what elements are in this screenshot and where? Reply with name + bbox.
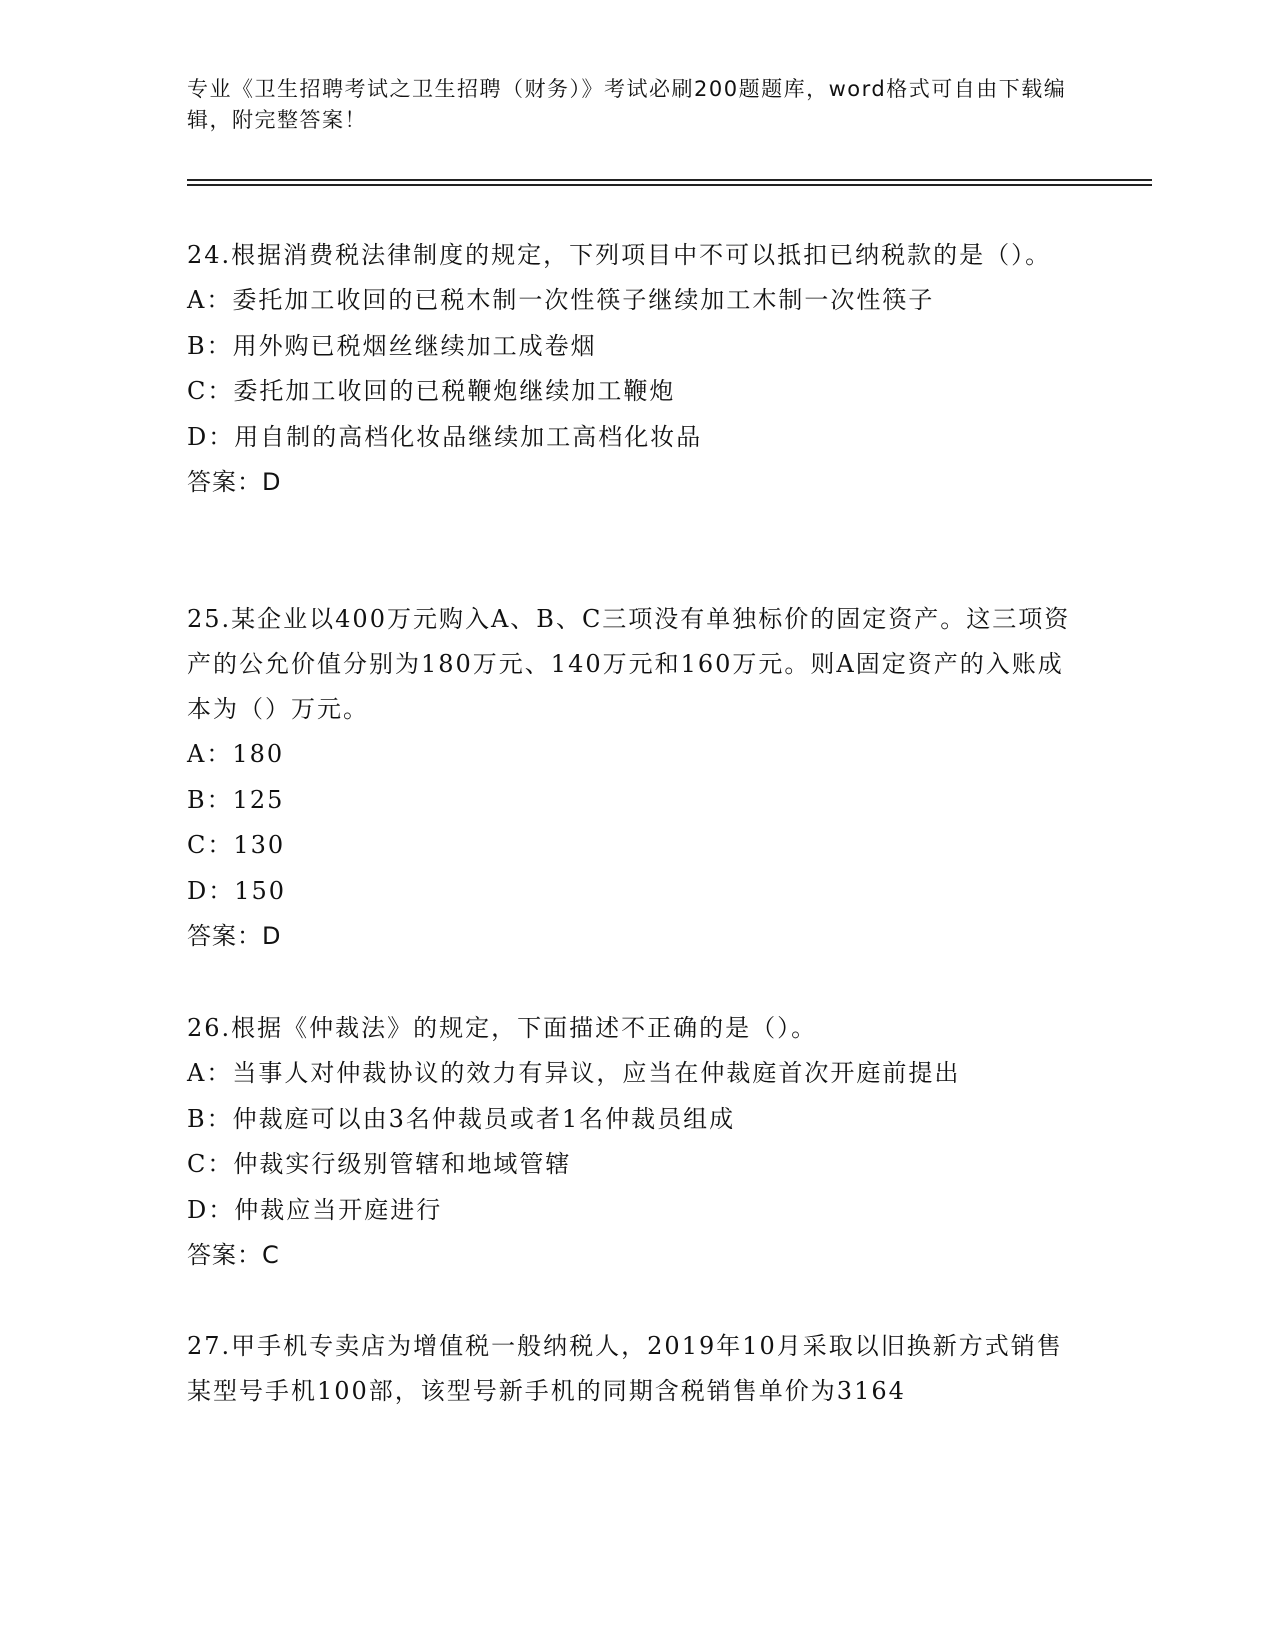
option-b: B：用外购已税烟丝继续加工成卷烟 [187, 331, 597, 360]
answer: 答案：D [187, 468, 282, 496]
option-b: B：125 [187, 785, 285, 814]
question-stem: 26.根据《仲裁法》的规定，下面描述不正确的是（）。 [187, 1014, 818, 1042]
header-divider [187, 179, 1152, 181]
question-stem: 24.根据消费税法律制度的规定，下列项目中不可以抵扣已纳税款的是（）。 [187, 241, 1052, 269]
answer: 答案：D [187, 922, 282, 950]
option-a: A：委托加工收回的已税木制一次性筷子继续加工木制一次性筷子 [187, 286, 935, 314]
question-stem: 25.某企业以400万元购入A、B、C三项没有单独标价的固定资产。这三项资产的公允价值分别为180万元、140万元和160万元。则A固定资产的入账成本为（）万元。 [187, 605, 1071, 723]
option-c: C：仲裁实行级别管辖和地域管辖 [187, 1150, 572, 1178]
header-divider-secondary [187, 184, 1152, 186]
question-27 [187, 1324, 1087, 1414]
option-d: D：用自制的高档化妆品继续加工高档化妆品 [187, 422, 703, 451]
option-d: D：150 [187, 876, 287, 905]
option-a: A：当事人对仲裁协议的效力有异议，应当在仲裁庭首次开庭前提出 [187, 1059, 961, 1087]
document-header: 专业《卫生招聘考试之卫生招聘（财务）》考试必刷200题题库，word格式可自由下载编辑，附完整答案！ [187, 77, 1067, 132]
question-26 [187, 1006, 1087, 1279]
question-25 [187, 597, 1087, 960]
option-b: B：仲裁庭可以由3名仲裁员或者1名仲裁员组成 [187, 1104, 736, 1133]
option-a: A：180 [187, 740, 285, 768]
option-c: C：130 [187, 831, 286, 859]
answer: 答案：C [187, 1241, 280, 1269]
question-stem: 27.甲手机专卖店为增值税一般纳税人，2019年10月采取以旧换新方式销售某型号手机100部，该型号新手机的同期含税销售单价为3164 [187, 1332, 1063, 1405]
option-c: C：委托加工收回的已税鞭炮继续加工鞭炮 [187, 377, 676, 405]
question-24 [187, 233, 1087, 506]
option-d: D：仲裁应当开庭进行 [187, 1195, 443, 1224]
